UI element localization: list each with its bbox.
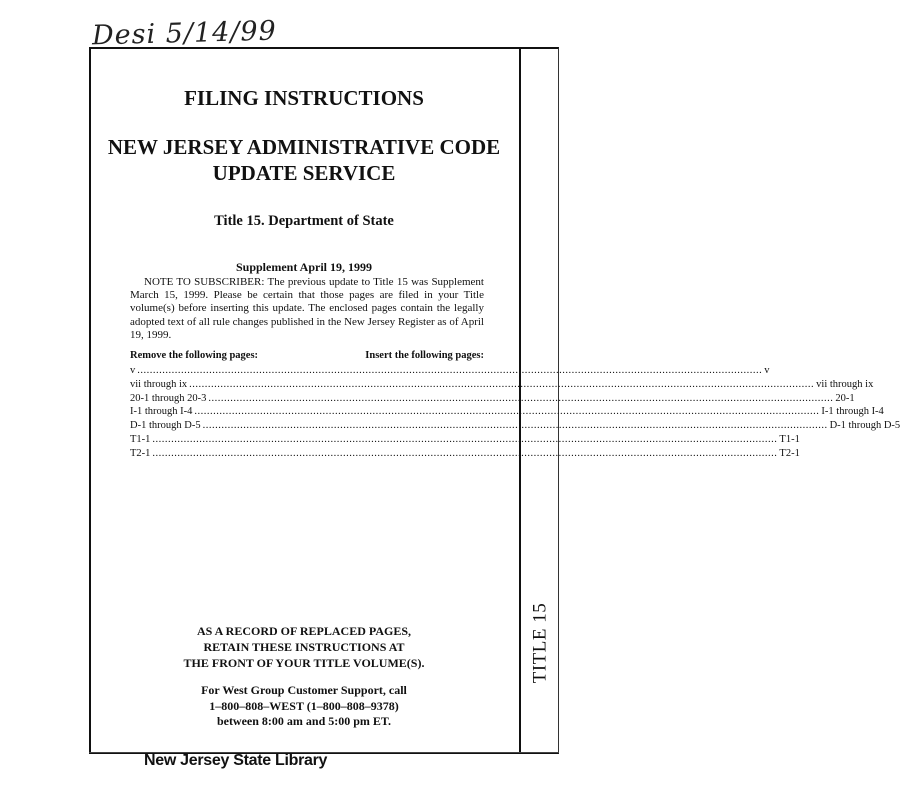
supplement-date: Supplement April 19, 1999 — [235, 260, 373, 274]
title-tab — [524, 588, 556, 698]
pages-table — [130, 365, 900, 462]
remove-pages: v — [130, 365, 136, 376]
handwritten-annotation: Desi 5/14/99 — [91, 15, 278, 52]
support-hours: between 8:00 am and 5:00 pm ET. — [216, 714, 392, 728]
insert-pages: v — [764, 365, 770, 376]
table-row — [130, 392, 855, 407]
table-row — [130, 447, 800, 462]
pages-table-header — [130, 350, 484, 361]
support-line-1: For West Group Customer Support, call — [201, 683, 407, 697]
subscriber-note: NOTE TO SUBSCRIBER: The previous update to Title 15 was Supplement March 15, 1999. Please be certain that those pages are filed in your Title volume(s) before inserting this update. The enclosed pages contain the legally adopted text of all rule changes published in the New Jersey Register as of April 19, 1999. — [130, 276, 484, 341]
support-phone: 1–800–808–WEST (1–800–808–9378) — [209, 698, 399, 713]
dot-leader: ........................................................................................................................................................................................................ — [202, 420, 828, 432]
insert-pages: T2-1 — [779, 447, 800, 459]
department-heading: Title 15. Department of State — [214, 213, 394, 229]
insert-pages: I-1 through I-4 — [821, 406, 884, 418]
library-stamp: New Jersey State Library — [144, 752, 328, 769]
remove-column-header: Remove the following pages: — [130, 350, 259, 361]
document-subtitle — [89, 134, 519, 186]
remove-pages: T1-1 — [130, 433, 151, 445]
table-row — [130, 406, 884, 420]
record-line-1: AS A RECORD OF REPLACED PAGES, — [196, 624, 412, 638]
insert-pages: vii through ix — [816, 378, 874, 390]
remove-pages: vii through ix — [130, 378, 188, 390]
insert-pages: 20-1 — [835, 392, 855, 404]
table-row — [130, 433, 800, 448]
title-tab-label: TITLE 15 — [529, 602, 551, 684]
subtitle-line-2: UPDATE SERVICE — [212, 161, 396, 185]
insert-column-header: Insert the following pages: — [365, 350, 484, 361]
record-line-2: RETAIN THESE INSTRUCTIONS AT — [203, 640, 405, 654]
insert-pages: T1-1 — [779, 433, 800, 445]
remove-pages: D-1 through D-5 — [130, 420, 201, 432]
dot-leader: ........................................................................................................................................................................................................ — [152, 447, 778, 459]
dot-leader: ........................................................................................................................................................................................................ — [152, 433, 778, 445]
customer-support — [89, 683, 519, 730]
dot-leader: ........................................................................................................................................................................................................ — [189, 378, 815, 390]
record-line-3: THE FRONT OF YOUR TITLE VOLUME(S). — [183, 656, 425, 670]
table-row — [130, 378, 874, 393]
record-instructions — [89, 623, 519, 671]
remove-pages: T2-1 — [130, 447, 151, 459]
dot-leader: ........................................................................................................................................................................................................ — [208, 392, 834, 404]
dot-leader: ........................................................................................................................................................................................................ — [137, 365, 763, 376]
subtitle-line-1: NEW JERSEY ADMINISTRATIVE CODE — [107, 135, 501, 159]
document-title: FILING INSTRUCTIONS — [184, 86, 424, 110]
remove-pages: 20-1 through 20-3 — [130, 392, 207, 404]
remove-pages: I-1 through I-4 — [130, 406, 193, 418]
table-row — [130, 420, 900, 434]
insert-pages: D-1 through D-5 — [829, 420, 900, 432]
dot-leader: ........................................................................................................................................................................................................ — [194, 406, 820, 418]
table-row — [130, 365, 770, 379]
